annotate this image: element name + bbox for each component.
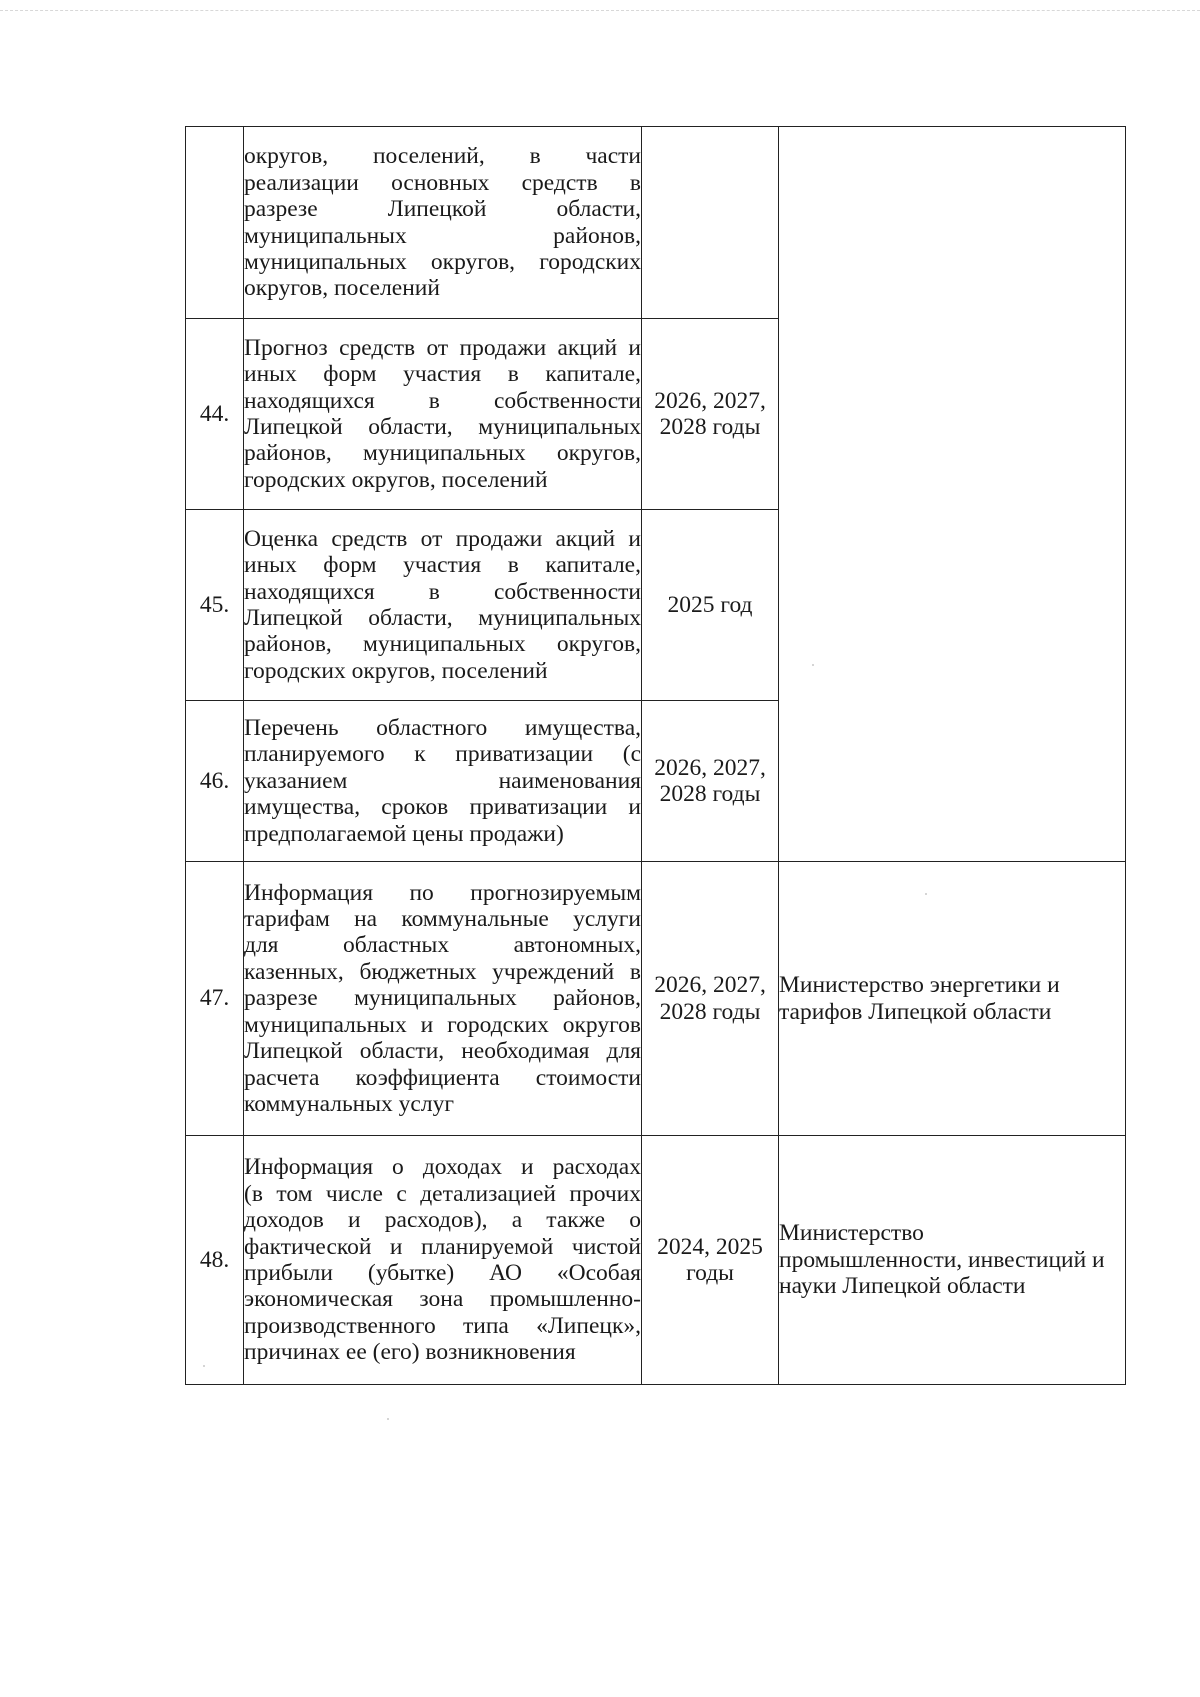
description-line: муниципальных районов, bbox=[244, 222, 641, 249]
description-line: Информация о доходах и расходах bbox=[244, 1154, 641, 1181]
description-line: Прогноз средств от продажи акций и bbox=[244, 334, 641, 361]
row-description bbox=[244, 510, 642, 701]
row-description bbox=[244, 701, 642, 862]
description-line: прибыли (убытке) АО «Особая bbox=[244, 1260, 641, 1286]
description-line: (в том числе с детализацией прочих bbox=[244, 1180, 641, 1207]
description-line: иных форм участия в капитале, bbox=[244, 361, 641, 388]
responsible-line: науки Липецкой области bbox=[779, 1273, 1026, 1300]
year-line: 2026, 2027, bbox=[654, 754, 766, 781]
table-row bbox=[186, 862, 1126, 1136]
description-line: экономическая зона промышленно- bbox=[244, 1286, 641, 1313]
table-row bbox=[186, 1136, 1126, 1385]
description-line: Оценка средств от продажи акций и bbox=[244, 525, 641, 552]
description-line: Перечень областного имущества, bbox=[244, 714, 641, 741]
row-number: 44. bbox=[186, 319, 244, 510]
description-line: районов, муниципальных округов, bbox=[244, 440, 641, 467]
year-line: 2025 год bbox=[667, 591, 753, 618]
row-number bbox=[186, 127, 244, 319]
row-responsible bbox=[779, 862, 1126, 1136]
row-responsible-empty bbox=[779, 127, 1126, 862]
year-line: 2024, 2025 bbox=[657, 1233, 763, 1260]
description-line: округов, поселений, в части bbox=[244, 143, 641, 170]
description-line: реализации основных средств в bbox=[244, 169, 641, 196]
description-line: Липецкой области, муниципальных bbox=[244, 605, 641, 631]
data-table bbox=[185, 126, 1126, 1385]
responsible-line: Министерство bbox=[779, 1220, 924, 1247]
row-years bbox=[642, 319, 779, 510]
description-line: Информация по прогнозируемым bbox=[244, 879, 641, 906]
row-description bbox=[244, 127, 642, 319]
description-line: разрезе муниципальных районов, bbox=[244, 985, 641, 1012]
row-years bbox=[642, 1136, 779, 1385]
description-line: доходов и расходов), а также о bbox=[244, 1207, 641, 1234]
description-line: районов, муниципальных округов, bbox=[244, 631, 641, 658]
description-line: иных форм участия в капитале, bbox=[244, 552, 641, 579]
row-number: 47. bbox=[186, 862, 244, 1136]
description-line: Липецкой области, необходимая для bbox=[244, 1038, 641, 1065]
description-line: предполагаемой цены продажи) bbox=[244, 820, 564, 847]
scan-speck bbox=[387, 1418, 389, 1420]
page-top-edge bbox=[0, 10, 1200, 11]
description-line: планируемого к приватизации (с bbox=[244, 741, 641, 768]
row-number: 45. bbox=[186, 510, 244, 701]
description-line: разрезе Липецкой области, bbox=[244, 196, 641, 223]
description-line: причинах ее (его) возникновения bbox=[244, 1339, 576, 1366]
description-line: казенных, бюджетных учреждений в bbox=[244, 958, 641, 985]
description-line: производственного типа «Липецк», bbox=[244, 1312, 641, 1339]
row-years bbox=[642, 127, 779, 319]
row-responsible bbox=[779, 1136, 1126, 1385]
year-line: 2026, 2027, bbox=[654, 972, 766, 999]
responsible-line: Министерство энергетики и bbox=[779, 972, 1060, 999]
description-line: имущества, сроков приватизации и bbox=[244, 794, 641, 821]
row-number: 48. bbox=[186, 1136, 244, 1385]
description-line: для областных автономных, bbox=[244, 932, 641, 959]
responsible-line: промышленности, инвестиций и bbox=[779, 1246, 1105, 1273]
description-line: фактической и планируемой чистой bbox=[244, 1233, 641, 1260]
description-line: округов, поселений bbox=[244, 275, 440, 302]
row-years bbox=[642, 701, 779, 862]
row-description bbox=[244, 862, 642, 1136]
row-years bbox=[642, 862, 779, 1136]
description-line: городских округов, поселений bbox=[244, 466, 548, 493]
row-number: 46. bbox=[186, 701, 244, 862]
description-line: находящихся в собственности bbox=[244, 578, 641, 605]
description-line: находящихся в собственности bbox=[244, 387, 641, 414]
row-description bbox=[244, 319, 642, 510]
description-line: городских округов, поселений bbox=[244, 657, 548, 684]
responsible-line: тарифов Липецкой области bbox=[779, 998, 1052, 1025]
year-line: 2028 годы bbox=[659, 998, 761, 1025]
row-years bbox=[642, 510, 779, 701]
year-line: 2028 годы bbox=[659, 781, 761, 807]
description-line: указанием наименования bbox=[244, 767, 641, 794]
description-line: муниципальных и городских округов bbox=[244, 1011, 641, 1038]
description-line: коммунальных услуг bbox=[244, 1090, 454, 1117]
row-description bbox=[244, 1136, 642, 1385]
description-line: Липецкой области, муниципальных bbox=[244, 414, 641, 440]
year-line: 2028 годы bbox=[659, 414, 761, 440]
description-line: расчета коэффициента стоимости bbox=[244, 1064, 641, 1091]
description-line: муниципальных округов, городских bbox=[244, 248, 641, 275]
description-line: тарифам на коммунальные услуги bbox=[244, 906, 641, 933]
year-line: 2026, 2027, bbox=[654, 387, 766, 414]
year-line: годы bbox=[686, 1260, 734, 1286]
table-row bbox=[186, 127, 1126, 319]
